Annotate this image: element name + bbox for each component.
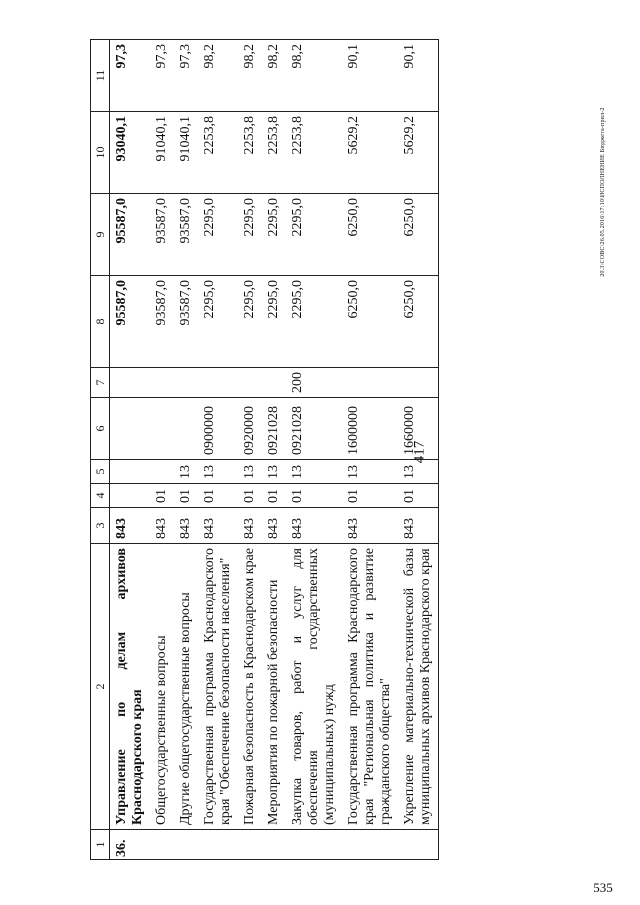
col-percent: 98,2 — [198, 40, 238, 112]
row-name: Мероприятия по пожарной безопасности — [262, 544, 286, 830]
col-percent: 97,3 — [150, 40, 174, 112]
col-refined: 93587,0 — [174, 194, 198, 276]
column-header-1: 1 — [91, 830, 110, 860]
table-row — [342, 40, 398, 860]
column-header-11: 11 — [91, 40, 110, 112]
col-ved: 843 — [174, 508, 198, 544]
col-percent: 97,3 — [174, 40, 198, 112]
row-number — [286, 830, 342, 860]
col-ved: 843 — [238, 508, 262, 544]
col-csr: 0900000 — [198, 398, 238, 460]
col-rz: 01 — [262, 484, 286, 508]
col-plan: 2295,0 — [198, 276, 238, 368]
col-refined: 6250,0 — [398, 194, 439, 276]
column-header-4: 4 — [91, 484, 110, 508]
col-pr: 13 — [174, 460, 198, 484]
col-ved: 843 — [110, 508, 151, 544]
row-number — [174, 830, 198, 860]
col-csr — [110, 398, 151, 460]
col-csr: 1600000 — [342, 398, 398, 460]
col-csr — [150, 398, 174, 460]
col-vr — [398, 368, 439, 398]
footer-file-code: 20.3\СОВС\26.05.2016\17:10\ИСПОЛНЕНИЕ Бюджета-прил-2 — [600, 107, 606, 277]
column-header-9: 9 — [91, 194, 110, 276]
col-pr: 13 — [238, 460, 262, 484]
column-header-5: 5 — [91, 460, 110, 484]
column-header-7: 7 — [91, 368, 110, 398]
row-number: 36. — [110, 830, 151, 860]
col-plan: 2295,0 — [262, 276, 286, 368]
col-ved: 843 — [262, 508, 286, 544]
column-header-6: 6 — [91, 398, 110, 460]
col-ved: 843 — [286, 508, 342, 544]
col-pr: 13 — [342, 460, 398, 484]
column-header-10: 10 — [91, 112, 110, 194]
col-executed: 2253,8 — [286, 112, 342, 194]
page-number-bottom: 535 — [593, 880, 613, 895]
col-refined: 2295,0 — [238, 194, 262, 276]
col-plan: 2295,0 — [286, 276, 342, 368]
row-name: Пожарная безопасность в Краснодарском крае — [238, 544, 262, 830]
col-percent: 90,1 — [398, 40, 439, 112]
col-pr — [150, 460, 174, 484]
col-plan: 6250,0 — [342, 276, 398, 368]
row-name: Управление по делам архивов Краснодарского края — [110, 544, 151, 830]
col-pr: 13 — [286, 460, 342, 484]
col-plan: 6250,0 — [398, 276, 439, 368]
col-rz: 01 — [286, 484, 342, 508]
table-row — [150, 40, 174, 860]
col-csr — [174, 398, 198, 460]
table-body — [110, 40, 439, 860]
col-pr: 13 — [262, 460, 286, 484]
col-rz: 01 — [174, 484, 198, 508]
col-pr — [110, 460, 151, 484]
table-row — [262, 40, 286, 860]
col-pr: 13 — [198, 460, 238, 484]
column-header-8: 8 — [91, 276, 110, 368]
col-vr — [150, 368, 174, 398]
col-executed: 91040,1 — [150, 112, 174, 194]
col-ved: 843 — [398, 508, 439, 544]
col-pr: 13 — [398, 460, 439, 484]
table-row — [110, 40, 151, 860]
col-refined: 93587,0 — [150, 194, 174, 276]
col-refined: 2295,0 — [286, 194, 342, 276]
row-number — [398, 830, 439, 860]
row-name: Государственная программа Краснодарского края "Обеспечение безопасности населения" — [198, 544, 238, 830]
col-plan: 93587,0 — [150, 276, 174, 368]
col-vr — [198, 368, 238, 398]
col-refined: 2295,0 — [198, 194, 238, 276]
col-plan: 93587,0 — [174, 276, 198, 368]
col-ved: 843 — [198, 508, 238, 544]
row-number — [150, 830, 174, 860]
col-percent: 98,2 — [262, 40, 286, 112]
col-ved: 843 — [150, 508, 174, 544]
col-plan: 95587,0 — [110, 276, 151, 368]
row-name: Укрепление материально-технической базы муниципальных архивов Краснодарского края — [398, 544, 439, 830]
col-vr — [238, 368, 262, 398]
col-vr — [174, 368, 198, 398]
col-executed: 2253,8 — [198, 112, 238, 194]
table-row — [238, 40, 262, 860]
col-rz: 01 — [398, 484, 439, 508]
col-vr — [262, 368, 286, 398]
col-csr: 0921028 — [262, 398, 286, 460]
budget-table-rotated — [90, 40, 530, 860]
table-row — [174, 40, 198, 860]
col-vr: 200 — [286, 368, 342, 398]
col-rz: 01 — [198, 484, 238, 508]
row-name: Другие общегосударственные вопросы — [174, 544, 198, 830]
col-vr — [110, 368, 151, 398]
header-row — [91, 40, 110, 860]
col-csr: 0921028 — [286, 398, 342, 460]
col-plan: 2295,0 — [238, 276, 262, 368]
col-executed: 2253,8 — [262, 112, 286, 194]
col-executed: 91040,1 — [174, 112, 198, 194]
col-rz — [110, 484, 151, 508]
page-number-top: 417 — [411, 440, 428, 464]
row-number — [262, 830, 286, 860]
col-refined: 2295,0 — [262, 194, 286, 276]
row-number — [342, 830, 398, 860]
row-number — [198, 830, 238, 860]
col-percent: 98,2 — [286, 40, 342, 112]
col-percent: 90,1 — [342, 40, 398, 112]
col-executed: 5629,2 — [398, 112, 439, 194]
col-refined: 6250,0 — [342, 194, 398, 276]
col-executed: 5629,2 — [342, 112, 398, 194]
row-name: Закупка товаров, работ и услуг для обеспечения государственных (муниципальных) нужд — [286, 544, 342, 830]
table-row — [286, 40, 342, 860]
row-name: Общегосударственные вопросы — [150, 544, 174, 830]
col-csr: 1660000 — [398, 398, 439, 460]
column-header-3: 3 — [91, 508, 110, 544]
table-row — [198, 40, 238, 860]
col-executed: 2253,8 — [238, 112, 262, 194]
row-name: Государственная программа Краснодарского края "Региональная политика и развитие гражданского общества" — [342, 544, 398, 830]
col-vr — [342, 368, 398, 398]
col-rz: 01 — [342, 484, 398, 508]
col-csr: 0920000 — [238, 398, 262, 460]
col-ved: 843 — [342, 508, 398, 544]
col-executed: 93040,1 — [110, 112, 151, 194]
row-number — [238, 830, 262, 860]
col-rz: 01 — [238, 484, 262, 508]
column-header-2: 2 — [91, 544, 110, 830]
col-rz: 01 — [150, 484, 174, 508]
table-row — [398, 40, 439, 860]
budget-table — [90, 39, 439, 860]
col-percent: 98,2 — [238, 40, 262, 112]
col-percent: 97,3 — [110, 40, 151, 112]
col-refined: 95587,0 — [110, 194, 151, 276]
